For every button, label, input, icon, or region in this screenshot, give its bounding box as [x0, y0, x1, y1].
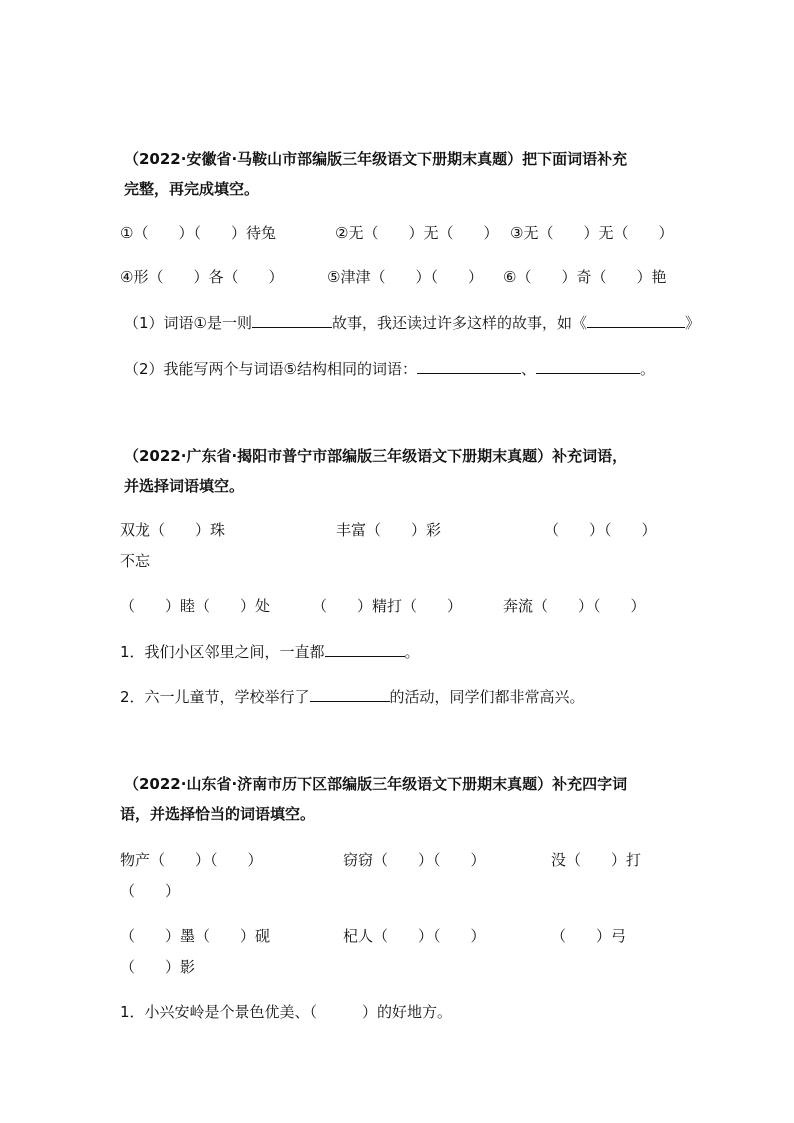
q1-sub1 — [124, 312, 700, 332]
q2-row1-continuation: 不忘 — [120, 552, 151, 570]
q1-sub1-text-a: （1）词语①是一则 — [124, 314, 252, 332]
q2-sentence1 — [120, 641, 420, 661]
q3-row2-item3: （ ）弓 — [551, 927, 627, 945]
q3-heading-line2: 语，并选择恰当的词语填空。 — [120, 805, 316, 823]
q2-row1-item1: 双龙（ ）珠 — [120, 521, 226, 539]
q1-row2-item1: ④形（ ）各（ ） — [120, 268, 284, 286]
q2-row1-item2: 丰富（ ）彩 — [336, 521, 442, 539]
q1-row2-item2: ⑤津津（ ）（ ） — [327, 268, 483, 286]
q3-row1-item1: 物产（ ）（ ） — [120, 851, 263, 869]
q3-heading-line1: （2022·山东省·济南市历下区部编版三年级语文下册期末真题）补充四字词 — [124, 775, 628, 793]
q1-row2-item3: ⑥（ ）奇（ ）艳 — [503, 268, 667, 286]
q1-sub2-text-a: （2）我能写两个与词语⑤结构相同的词语： — [124, 360, 417, 378]
q1-heading-line1: （2022·安徽省·马鞍山市部编版三年级语文下册期末真题）把下面词语补充 — [124, 150, 628, 168]
q1-row1-item1: ①（ ）（ ）待兔 — [120, 224, 276, 242]
q2-row2-item2: （ ）精打（ ） — [312, 597, 463, 615]
q1-sub2-text-b: 、 — [521, 360, 537, 378]
q3-sentence1: 1．小兴安岭是个景色优美、（ ）的好地方。 — [120, 1003, 453, 1021]
q2-heading-line1: （2022·广东省·揭阳市普宁市部编版三年级语文下册期末真题）补充词语， — [124, 447, 628, 465]
q2-s1-text-a: 1．我们小区邻里之间，一直都 — [120, 643, 325, 661]
q2-s2-text-b: 的活动，同学们都非常高兴。 — [389, 688, 585, 706]
q1-row1-item3: ③无（ ）无（ ） — [510, 224, 674, 242]
q3-row1-continuation: （ ） — [120, 882, 181, 900]
q3-row2-continuation: （ ）影 — [120, 958, 196, 976]
q3-row2-item1: （ ）墨（ ）砚 — [120, 927, 271, 945]
q2-s2-blank[interactable] — [310, 686, 390, 702]
q1-sub1-text-c: 》 — [685, 314, 701, 332]
q2-s1-blank[interactable] — [325, 641, 405, 657]
q1-sub2-text-c: 。 — [640, 360, 656, 378]
q3-row1-item2: 窃窃（ ）（ ） — [343, 851, 486, 869]
q1-sub1-blank1[interactable] — [252, 312, 332, 328]
q2-heading-line2: 并选择词语填空。 — [124, 477, 245, 495]
q1-row1-item2: ②无（ ）无（ ） — [335, 224, 499, 242]
q2-row1-item3: （ ）（ ） — [544, 521, 657, 539]
q3-row1-item3: 没（ ）打 — [551, 851, 642, 869]
q1-sub2-blank1[interactable] — [417, 358, 521, 374]
q1-sub1-blank2[interactable] — [587, 312, 685, 328]
q2-row2-item3: 奔流（ ）（ ） — [503, 597, 646, 615]
q1-sub2 — [124, 358, 655, 378]
q2-s1-text-b: 。 — [404, 643, 420, 661]
q1-sub1-text-b: 故事，我还读过许多这样的故事，如《 — [332, 314, 588, 332]
q1-heading-line2: 完整，再完成填空。 — [124, 180, 260, 198]
q2-s2-text-a: 2．六一儿童节，学校举行了 — [120, 688, 310, 706]
q3-row2-item2: 杞人（ ）（ ） — [343, 927, 486, 945]
q2-row2-item1: （ ）睦（ ）处 — [120, 597, 271, 615]
q2-sentence2 — [120, 686, 585, 706]
q1-sub2-blank2[interactable] — [536, 358, 640, 374]
